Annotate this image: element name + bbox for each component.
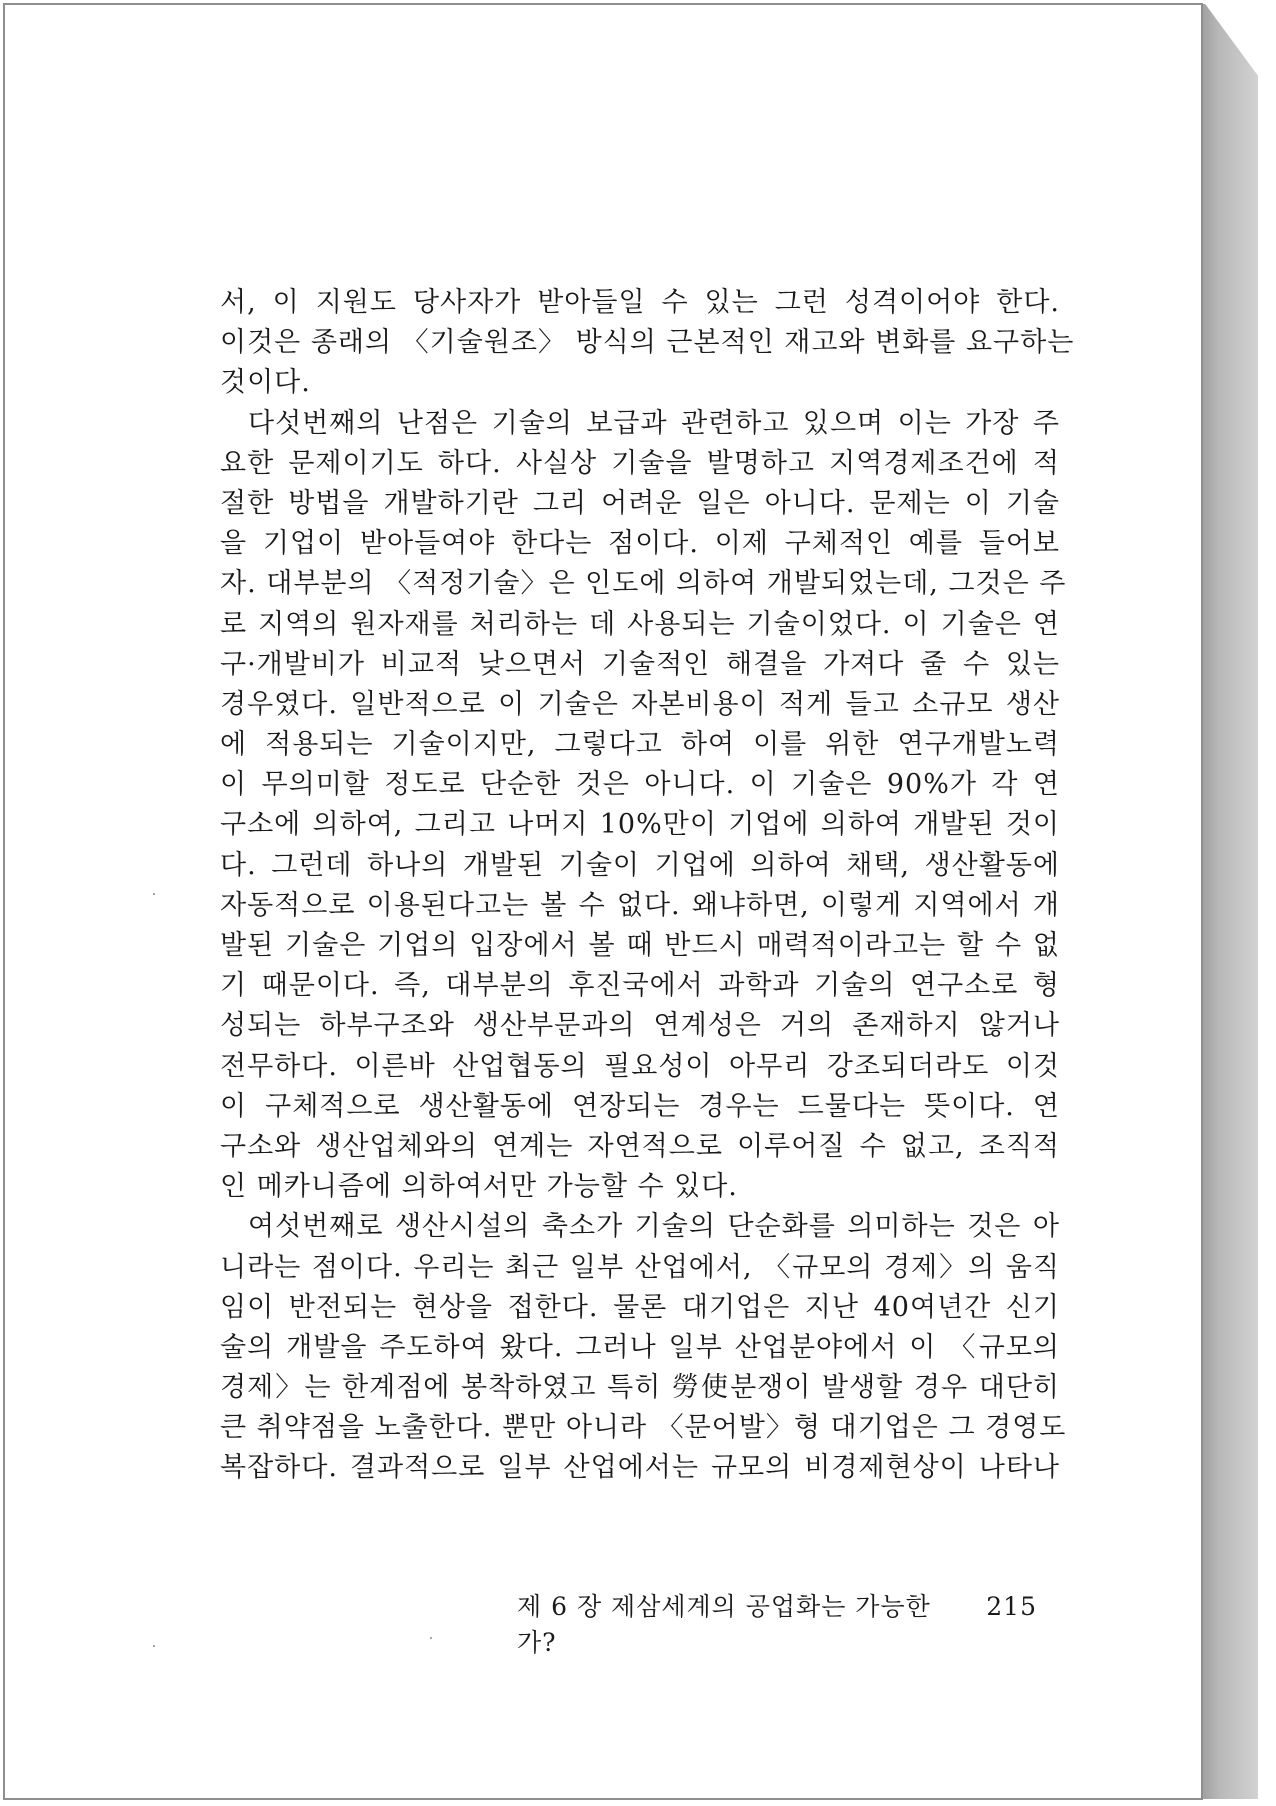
text-line: 요한 문제이기도 하다. 사실상 기술을 발명하고 지역경제조건에 적 xyxy=(220,447,1060,479)
text-line: 경우였다. 일반적으로 이 기술은 자본비용이 적게 들고 소규모 생산 xyxy=(220,688,1060,720)
body-text xyxy=(220,283,1075,1489)
text-line: 술의 개발을 주도하여 왔다. 그러나 일부 산업분야에서 이 〈규모의 xyxy=(220,1331,1060,1363)
text-line: 절한 방법을 개발하기란 그리 어려운 일은 아니다. 문제는 이 기술 xyxy=(220,487,1060,519)
scan-speck xyxy=(430,1637,432,1639)
text-line: 이 무의미할 정도로 단순한 것은 아니다. 이 기술은 90%가 각 연 xyxy=(220,769,1060,801)
text-line: 것이다. xyxy=(220,367,311,399)
paragraph-start-line: 다섯번째의 난점은 기술의 보급과 관련하고 있으며 이는 가장 주 xyxy=(248,407,1060,439)
text-line: 기 때문이다. 즉, 대부분의 후진국에서 과학과 기술의 연구소로 형 xyxy=(220,970,1060,1002)
page-number: 215 xyxy=(986,1592,1037,1621)
text-line: 큰 취약점을 노출한다. 뿐만 아니라 〈문어발〉형 대기업은 그 경영도 xyxy=(220,1412,1067,1444)
text-line: 발된 기술은 기업의 입장에서 볼 때 반드시 매력적이라고는 할 수 없 xyxy=(220,930,1060,961)
scan-speck xyxy=(153,893,155,895)
page-edge-shadow xyxy=(1198,4,1258,1799)
text-line: 구·개발비가 비교적 낮으면서 기술적인 해결을 가져다 줄 수 있는 xyxy=(220,648,1060,680)
text-line: 이 구체적으로 생산활동에 연장되는 경우는 드물다는 뜻이다. 연 xyxy=(220,1090,1060,1122)
text-line: 이것은 종래의 〈기술원조〉 방식의 근본적인 재고와 변화를 요구하는 xyxy=(220,327,1075,359)
page-footer xyxy=(517,1587,1037,1659)
text-line: 구소에 의하여, 그리고 나머지 10%만이 기업에 의하여 개발된 것이 xyxy=(220,809,1060,841)
text-line: 로 지역의 원자재를 처리하는 데 사용되는 기술이었다. 이 기술은 연 xyxy=(220,608,1060,640)
text-line: 자. 대부분의 〈적정기술〉은 인도에 의하여 개발되었는데, 그것은 주 xyxy=(220,568,1067,600)
scan-speck xyxy=(153,1645,155,1647)
text-line: 다. 그런데 하나의 개발된 기술이 기업에 의하여 채택, 생산활동에 xyxy=(220,849,1060,881)
text-line: 인 메카니즘에 의하여서만 가능할 수 있다. xyxy=(220,1171,738,1203)
text-line: 니라는 점이다. 우리는 최근 일부 산업에서, 〈규모의 경제〉의 움직 xyxy=(220,1251,1060,1283)
text-line: 에 적용되는 기술이지만, 그렇다고 하여 이를 위한 연구개발노력 xyxy=(220,729,1060,761)
document-page xyxy=(3,3,1203,1800)
text-line: 자동적으로 이용된다고는 볼 수 없다. 왜냐하면, 이렇게 지역에서 개 xyxy=(220,889,1060,921)
text-line: 복잡하다. 결과적으로 일부 산업에서는 규모의 비경제현상이 나타나 xyxy=(220,1452,1060,1484)
running-footer-title: 제 6 장 제삼세계의 공업화는 가능한가? xyxy=(517,1592,931,1657)
text-line: 경제〉는 한계점에 봉착하였고 특히 勞使분쟁이 발생할 경우 대단히 xyxy=(220,1372,1060,1404)
text-line: 구소와 생산업체와의 연계는 자연적으로 이루어질 수 없고, 조직적 xyxy=(220,1130,1060,1162)
text-line: 성되는 하부구조와 생산부문과의 연계성은 거의 존재하지 않거나 xyxy=(220,1010,1060,1042)
text-line: 을 기업이 받아들여야 한다는 점이다. 이제 구체적인 예를 들어보 xyxy=(220,528,1060,560)
text-line: 전무하다. 이른바 산업협동의 필요성이 아무리 강조되더라도 이것 xyxy=(220,1050,1060,1082)
text-line: 서, 이 지원도 당사자가 받아들일 수 있는 그런 성격이어야 한다. xyxy=(220,287,1060,318)
text-line: 임이 반전되는 현상을 접한다. 물론 대기업은 지난 40여년간 신기 xyxy=(220,1291,1060,1323)
paragraph-start-line: 여섯번째로 생산시설의 축소가 기술의 단순화를 의미하는 것은 아 xyxy=(248,1211,1060,1243)
